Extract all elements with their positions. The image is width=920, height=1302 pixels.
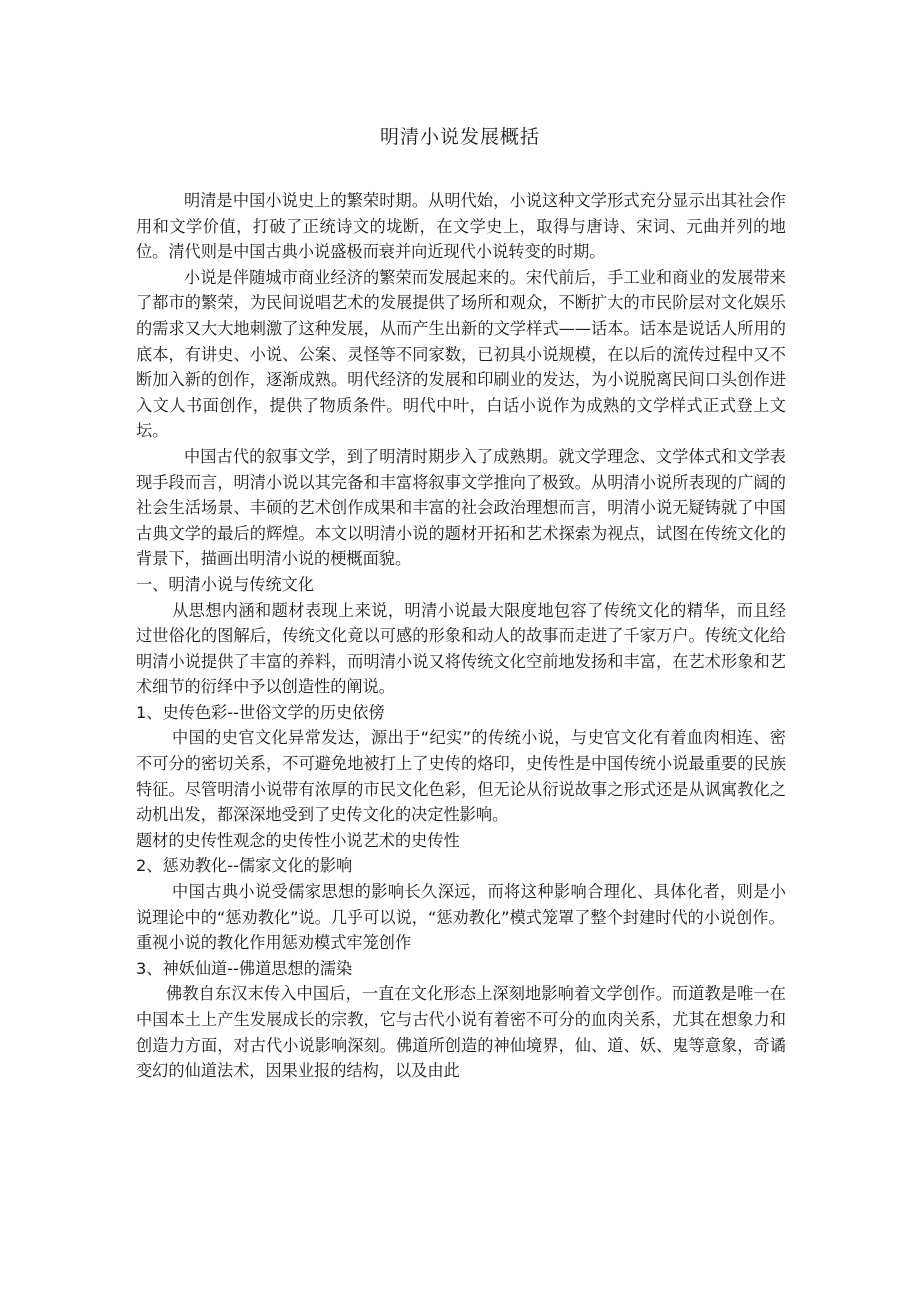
outline-line-2: 重视小说的教化作用惩劝模式牢笼创作 xyxy=(136,933,412,953)
paragraph-tradition: 从思想内涵和题材表现上来说，明清小说最大限度地包容了传统文化的精华，而且经过世俗化的图解后，传统文化竟以可感的形象和动人的故事而走进了千家万户。传统文化给明清小说提供了丰富的养料，而明清小说又将传统文化空前地发扬和丰富，在艺术形象和艺术细节的衍绎中予以创造性的阐说。 xyxy=(136,600,786,697)
paragraph-buddhism-taoism: 佛教自东汉末传入中国后，一直在文化形态上深刻地影响着文学创作。而道教是唯一在中国本土上产生发展成长的宗教，它与古代小说有着密不可分的血肉关系，尤其在想象力和创造力方面，对古代小说影响深刻。佛道所创造的神仙境界，仙、道、妖、鬼等意象，奇谲变幻的仙道法术，因果业报的结构，以及由此 xyxy=(136,984,786,1081)
paragraph-history: 中国的史官文化异常发达，源出于“纪实”的传统小说，与史官文化有着血肉相连、密不可分的密切关系，不可避免地被打上了史传的烙印，史传性是中国传统小说最重要的民族特征。尽管明清小说带有浓厚的市民文化色彩，但无论从衍说故事之形式还是从讽寓教化之动机出发，都深深地受到了史传文化的决定性影响。 xyxy=(136,728,786,825)
document-body xyxy=(136,188,786,1084)
page-title: 明清小说发展概括 xyxy=(379,126,540,148)
paragraph-intro: 明清是中国小说史上的繁荣时期。从明代始，小说这种文学形式充分显示出其社会作用和文学价值，打破了正统诗文的垅断，在文学史上，取得与唐诗、宋词、元曲并列的地位。清代则是中国古典小说盛极而衰并向近现代小说转变的时期。 xyxy=(136,191,786,262)
subheading-3: 3、神妖仙道--佛道思想的濡染 xyxy=(136,958,353,978)
subheading-2: 2、惩劝教化--儒家文化的影响 xyxy=(136,856,353,876)
paragraph-origin: 小说是伴随城市商业经济的繁荣而发展起来的。宋代前后，手工业和商业的发展带来了都市的繁荣，为民间说唱艺术的发展提供了场所和观众，不断扩大的市民阶层对文化娱乐的需求又大大地刺激了这种发展，从而产生出新的文学样式——话本。话本是说话人所用的底本，有讲史、小说、公案、灵怪等不同家数，已初具小说规模，在以后的流传过程中又不断加入新的创作，逐渐成熟。明代经济的发展和印刷业的发达，为小说脱离民间口头创作进入文人书面创作，提供了物质条件。明代中叶，白话小说作为成熟的文学样式正式登上文坛。 xyxy=(136,267,786,441)
section-heading-1: 一、明清小说与传统文化 xyxy=(136,574,315,594)
outline-line-1: 题材的史传性观念的史传性小说艺术的史传性 xyxy=(136,830,460,850)
paragraph-confucian: 中国古典小说受儒家思想的影响长久深远，而将这种影响合理化、具体化者，则是小说理论中的“惩劝教化”说。几乎可以说，“惩劝教化”模式笼罩了整个封建时代的小说创作。 xyxy=(136,882,786,927)
paragraph-maturity: 中国古代的叙事文学，到了明清时期步入了成熟期。就文学理念、文学体式和文学表现手段而言，明清小说以其完备和丰富将叙事文学推向了极致。从明清小说所表现的广阔的社会生活场景、丰硕的艺术创作成果和丰富的社会政治理想而言，明清小说无疑铸就了中国古典文学的最后的辉煌。本文以明清小说的题材开拓和艺术探索为视点，试图在传统文化的背景下，描画出明清小说的梗概面貌。 xyxy=(136,446,786,569)
subheading-1: 1、史传色彩--世俗文学的历史依傍 xyxy=(136,702,385,722)
